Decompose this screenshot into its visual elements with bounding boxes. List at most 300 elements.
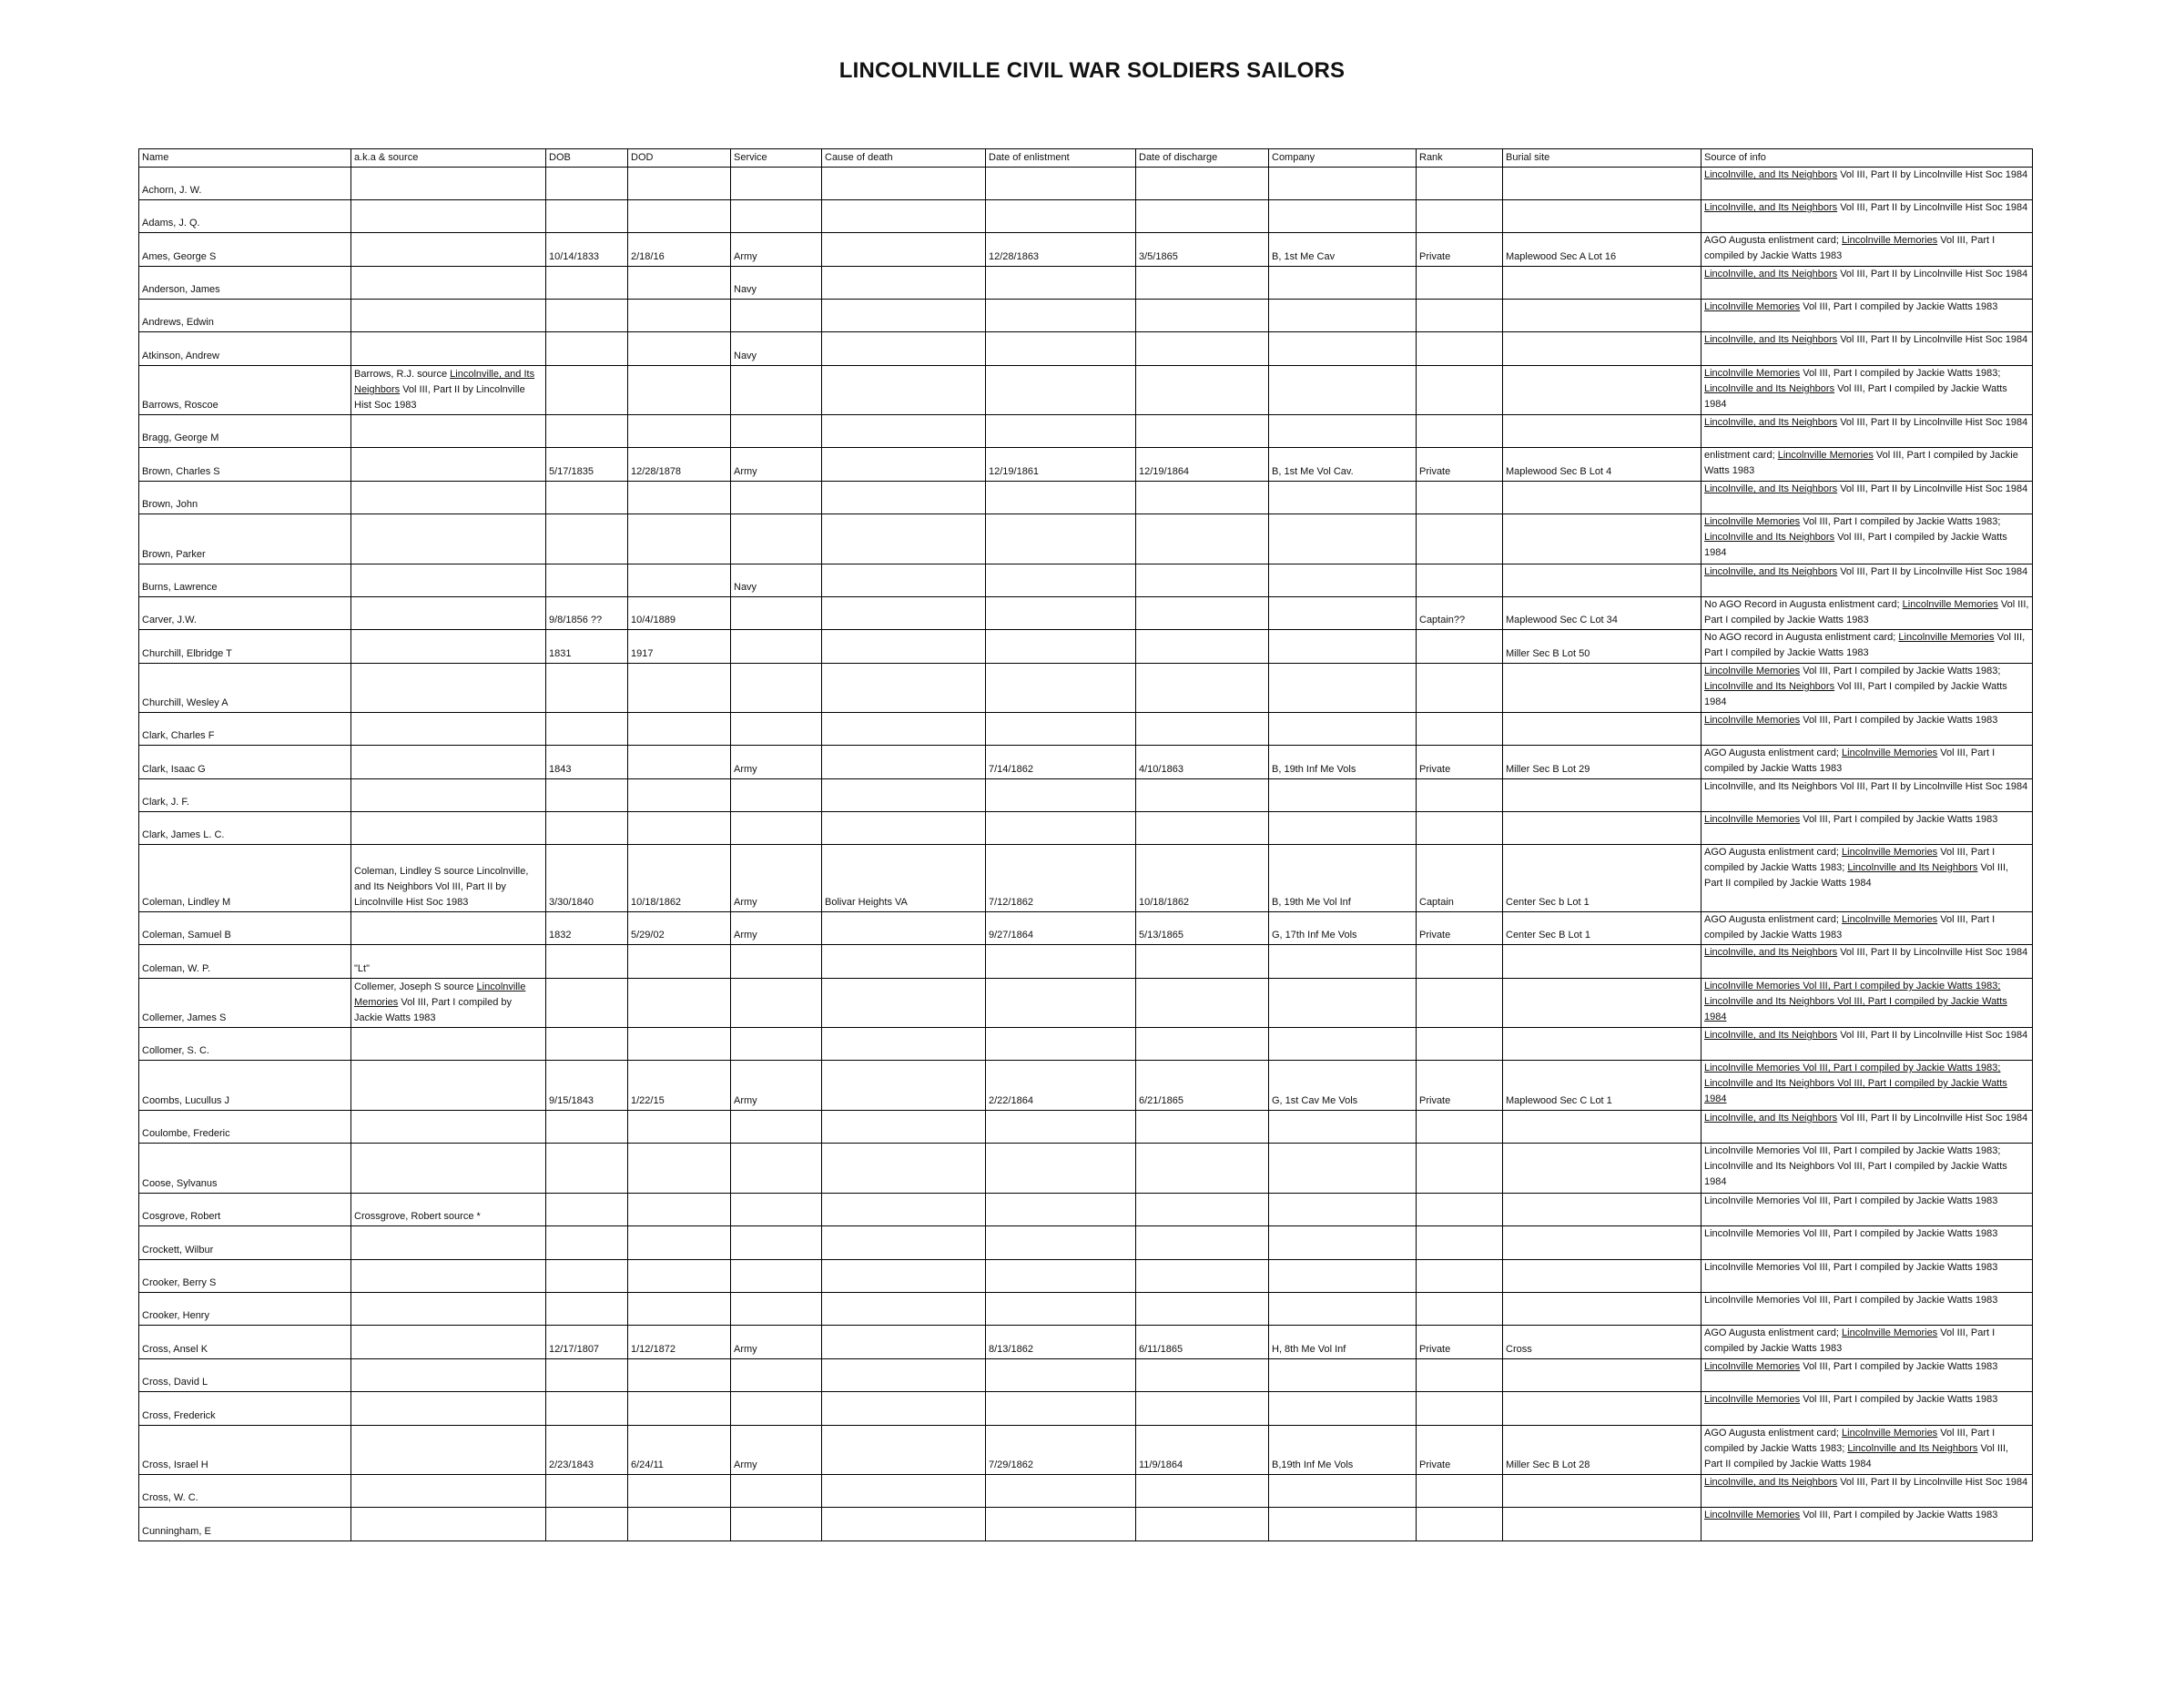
cause-of-death-cell (822, 1326, 986, 1359)
rank-cell (1417, 482, 1503, 514)
name-cell: Crockett, Wilbur (139, 1226, 351, 1260)
source-title: Lincolnville Memories (1902, 599, 1998, 610)
dob-cell (546, 945, 628, 979)
cause-of-death-cell (822, 1144, 986, 1194)
service-cell (731, 1111, 822, 1144)
discharge-date-cell (1136, 168, 1269, 200)
burial-site-cell (1503, 514, 1701, 564)
discharge-date-cell (1136, 366, 1269, 415)
cause-of-death-cell (822, 713, 986, 746)
source-title: Lincolnville Memories (1704, 301, 1801, 312)
source-cell (1701, 1475, 2033, 1508)
name-cell: Burns, Lawrence (139, 564, 351, 597)
rank-cell (1417, 664, 1503, 713)
cause-of-death-cell (822, 979, 986, 1028)
table-row (139, 1293, 2033, 1326)
discharge-date-cell (1136, 300, 1269, 332)
dod-cell (628, 1475, 731, 1508)
aka-cell (351, 912, 546, 945)
source-text: Collemer, Joseph S source (354, 981, 477, 992)
source-title: Lincolnville Memories (1898, 632, 1995, 643)
service-cell: Army (731, 912, 822, 945)
rank-cell (1417, 779, 1503, 812)
company-cell (1269, 1144, 1417, 1194)
cause-of-death-cell (822, 1028, 986, 1061)
discharge-date-cell (1136, 1260, 1269, 1293)
header-cell: Cause of death (822, 149, 986, 168)
source-text: Vol III, Part II compiled by Jackie Watts 1984 (1704, 862, 2009, 889)
table-row (139, 366, 2033, 415)
rank-cell: Private (1417, 1326, 1503, 1359)
header-cell: Date of discharge (1136, 149, 1269, 168)
source-text: Vol III, Part I compiled by Jackie Watts 1983 (1704, 450, 2018, 476)
source-title: Lincolnville Memories (1704, 666, 1801, 676)
source-text: Vol III, Part II by Lincolnville Hist Soc 1983 (354, 384, 525, 411)
company-cell (1269, 1359, 1417, 1392)
dob-cell: 12/17/1807 (546, 1326, 628, 1359)
aka-cell (351, 514, 546, 564)
discharge-date-cell (1136, 1359, 1269, 1392)
dod-cell (628, 300, 731, 332)
service-cell (731, 945, 822, 979)
rank-cell (1417, 514, 1503, 564)
table-row (139, 597, 2033, 630)
company-cell (1269, 630, 1417, 664)
company-cell: B, 19th Me Vol Inf (1269, 845, 1417, 912)
cause-of-death-cell (822, 1426, 986, 1475)
cause-of-death-cell (822, 1359, 986, 1392)
source-text: Vol III, Part I compiled by Jackie Watts 1983; (1800, 516, 2001, 527)
source-text: Vol III, Part I compiled by Jackie Watts 1983 (1800, 301, 1998, 312)
discharge-date-cell (1136, 332, 1269, 366)
aka-cell (351, 845, 546, 912)
dod-cell (628, 1111, 731, 1144)
company-cell (1269, 979, 1417, 1028)
name-cell: Adams, J. Q. (139, 200, 351, 233)
discharge-date-cell (1136, 1194, 1269, 1226)
burial-site-cell: Miller Sec B Lot 29 (1503, 746, 1701, 779)
name-cell: Brown, John (139, 482, 351, 514)
cause-of-death-cell (822, 664, 986, 713)
header-cell: DOB (546, 149, 628, 168)
source-text: Lincolnville Memories Vol III, Part I compiled by Jackie Watts 1983 (1704, 1195, 1998, 1206)
burial-site-cell (1503, 664, 1701, 713)
burial-site-cell: Maplewood Sec C Lot 1 (1503, 1061, 1701, 1111)
source-title: Lincolnville, and Its Neighbors (1704, 169, 1838, 180)
dob-cell (546, 366, 628, 415)
dob-cell (546, 514, 628, 564)
rank-cell (1417, 267, 1503, 300)
source-cell (1701, 1426, 2033, 1475)
service-cell: Army (731, 1061, 822, 1111)
source-title: Lincolnville Memories (1842, 1327, 1938, 1338)
rank-cell (1417, 945, 1503, 979)
discharge-date-cell (1136, 1475, 1269, 1508)
rank-cell (1417, 1226, 1503, 1260)
discharge-date-cell: 6/21/1865 (1136, 1061, 1269, 1111)
rank-cell (1417, 812, 1503, 845)
source-text: Vol III, Part II compiled by Jackie Watts 1984 (1704, 1443, 2009, 1469)
cause-of-death-cell (822, 630, 986, 664)
source-title: Lincolnville, and Its Neighbors (1704, 1477, 1838, 1488)
source-title: Lincolnville Memories Vol III, Part I compiled by Jackie Watts 1983; Lincolnville and Its Neighbors Vol III, Part I compiled by Jackie Watts 1984 (1704, 981, 2007, 1022)
service-cell (731, 1028, 822, 1061)
source-text: Vol III, Part I compiled by Jackie Watts 1984 (1704, 532, 2007, 558)
burial-site-cell (1503, 1111, 1701, 1144)
rank-cell: Private (1417, 746, 1503, 779)
cause-of-death-cell (822, 1293, 986, 1326)
table-row (139, 332, 2033, 366)
aka-cell (351, 713, 546, 746)
source-title: Lincolnville Memories (354, 981, 526, 1008)
enlistment-date-cell (986, 630, 1136, 664)
discharge-date-cell (1136, 1508, 1269, 1541)
dob-cell: 5/17/1835 (546, 448, 628, 482)
rank-cell (1417, 1111, 1503, 1144)
source-text: Lincolnville Memories Vol III, Part I compiled by Jackie Watts 1983 (1704, 1262, 1998, 1273)
burial-site-cell (1503, 332, 1701, 366)
service-cell (731, 300, 822, 332)
name-cell: Collomer, S. C. (139, 1028, 351, 1061)
table-row (139, 200, 2033, 233)
dob-cell (546, 1260, 628, 1293)
rank-cell (1417, 1392, 1503, 1426)
discharge-date-cell (1136, 1111, 1269, 1144)
discharge-date-cell (1136, 1028, 1269, 1061)
burial-site-cell (1503, 415, 1701, 448)
enlistment-date-cell (986, 1293, 1136, 1326)
burial-site-cell (1503, 1028, 1701, 1061)
dob-cell (546, 482, 628, 514)
name-cell: Clark, Charles F (139, 713, 351, 746)
dod-cell: 5/29/02 (628, 912, 731, 945)
source-text: Lincolnville, and Its Neighbors Vol III, Part II by Lincolnville Hist Soc 1984 (1704, 781, 2028, 792)
name-cell: Coose, Sylvanus (139, 1144, 351, 1194)
burial-site-cell (1503, 1475, 1701, 1508)
discharge-date-cell (1136, 945, 1269, 979)
source-title: Lincolnville, and Its Neighbors (1704, 566, 1838, 577)
service-cell: Navy (731, 564, 822, 597)
dob-cell: 1843 (546, 746, 628, 779)
source-text: Vol III, Part II by Lincolnville Hist Soc 1984 (1837, 1477, 2028, 1488)
enlistment-date-cell: 9/27/1864 (986, 912, 1136, 945)
discharge-date-cell (1136, 1226, 1269, 1260)
table-row (139, 1194, 2033, 1226)
service-cell (731, 979, 822, 1028)
name-cell: Coulombe, Frederic (139, 1111, 351, 1144)
company-cell (1269, 664, 1417, 713)
rank-cell (1417, 200, 1503, 233)
source-cell (1701, 1028, 2033, 1061)
aka-cell (351, 1028, 546, 1061)
aka-cell (351, 300, 546, 332)
name-cell: Cosgrove, Robert (139, 1194, 351, 1226)
company-cell (1269, 267, 1417, 300)
source-title: Lincolnville Memories (1842, 914, 1938, 925)
header-cell: Source of info (1701, 149, 2033, 168)
service-cell (731, 1144, 822, 1194)
source-title: Lincolnville Memories (1704, 1361, 1801, 1372)
enlistment-date-cell: 8/13/1862 (986, 1326, 1136, 1359)
table-row (139, 1475, 2033, 1508)
burial-site-cell (1503, 366, 1701, 415)
enlistment-date-cell (986, 1359, 1136, 1392)
dod-cell (628, 1028, 731, 1061)
table-row (139, 1111, 2033, 1144)
dob-cell (546, 267, 628, 300)
company-cell (1269, 482, 1417, 514)
source-cell (1701, 1293, 2033, 1326)
aka-cell (351, 1426, 546, 1475)
dod-cell (628, 812, 731, 845)
dod-cell (628, 713, 731, 746)
header-cell: Burial site (1503, 149, 1701, 168)
aka-cell (351, 200, 546, 233)
name-cell: Crooker, Berry S (139, 1260, 351, 1293)
burial-site-cell: Cross (1503, 1326, 1701, 1359)
burial-site-cell (1503, 168, 1701, 200)
cause-of-death-cell (822, 168, 986, 200)
dod-cell (628, 267, 731, 300)
enlistment-date-cell (986, 168, 1136, 200)
source-text: enlistment card; (1704, 450, 1778, 461)
source-cell (1701, 597, 2033, 630)
name-cell: Collemer, James S (139, 979, 351, 1028)
aka-cell: "Lt" (351, 945, 546, 979)
table-row (139, 845, 2033, 912)
dob-cell (546, 564, 628, 597)
source-title: Lincolnville Memories (1704, 1394, 1801, 1405)
enlistment-date-cell (986, 415, 1136, 448)
enlistment-date-cell (986, 200, 1136, 233)
company-cell: B, 1st Me Cav (1269, 233, 1417, 267)
service-cell (731, 1194, 822, 1226)
service-cell (731, 1475, 822, 1508)
dod-cell (628, 1392, 731, 1426)
dob-cell (546, 415, 628, 448)
company-cell: H, 8th Me Vol Inf (1269, 1326, 1417, 1359)
service-cell (731, 713, 822, 746)
table-row (139, 300, 2033, 332)
name-cell: Barrows, Roscoe (139, 366, 351, 415)
service-cell: Navy (731, 332, 822, 366)
header-cell: Rank (1417, 149, 1503, 168)
aka-cell (351, 564, 546, 597)
source-cell (1701, 1508, 2033, 1541)
discharge-date-cell: 12/19/1864 (1136, 448, 1269, 482)
rank-cell (1417, 564, 1503, 597)
service-cell: Army (731, 233, 822, 267)
rank-cell: Private (1417, 448, 1503, 482)
discharge-date-cell (1136, 200, 1269, 233)
burial-site-cell: Maplewood Sec C Lot 34 (1503, 597, 1701, 630)
dob-cell (546, 713, 628, 746)
header-row (139, 149, 2033, 168)
burial-site-cell (1503, 1359, 1701, 1392)
discharge-date-cell (1136, 514, 1269, 564)
cause-of-death-cell (822, 233, 986, 267)
source-text: Vol III, Part I compiled by Jackie Watts 1983 (354, 997, 513, 1023)
enlistment-date-cell (986, 482, 1136, 514)
dod-cell (628, 514, 731, 564)
table-row (139, 482, 2033, 514)
dob-cell (546, 1226, 628, 1260)
source-cell (1701, 564, 2033, 597)
dob-cell: 9/8/1856 ?? (546, 597, 628, 630)
dob-cell (546, 1028, 628, 1061)
cause-of-death-cell (822, 746, 986, 779)
source-cell (1701, 366, 2033, 415)
service-cell (731, 366, 822, 415)
source-text: Vol III, Part II by Lincolnville Hist Soc 1984 (1837, 417, 2028, 428)
name-cell: Churchill, Wesley A (139, 664, 351, 713)
enlistment-date-cell (986, 1144, 1136, 1194)
source-text: Vol III, Part II by Lincolnville Hist Soc 1984 (1837, 1030, 2028, 1041)
service-cell (731, 1293, 822, 1326)
cause-of-death-cell (822, 1475, 986, 1508)
discharge-date-cell (1136, 1392, 1269, 1426)
header-cell: DOD (628, 149, 731, 168)
name-cell: Bragg, George M (139, 415, 351, 448)
service-cell (731, 597, 822, 630)
service-cell: Navy (731, 267, 822, 300)
name-cell: Clark, James L. C. (139, 812, 351, 845)
source-text: Vol III, Part II by Lincolnville Hist Soc 1984 (1837, 1113, 2028, 1124)
service-cell: Army (731, 845, 822, 912)
aka-cell (351, 1111, 546, 1144)
source-text: AGO Augusta enlistment card; (1704, 1428, 1843, 1439)
dod-cell (628, 415, 731, 448)
service-cell: Army (731, 1426, 822, 1475)
dob-cell (546, 1144, 628, 1194)
enlistment-date-cell (986, 812, 1136, 845)
aka-cell (351, 746, 546, 779)
source-cell (1701, 1194, 2033, 1226)
table-row (139, 979, 2033, 1028)
burial-site-cell (1503, 482, 1701, 514)
discharge-date-cell (1136, 564, 1269, 597)
source-text: Vol III, Part II by Lincolnville Hist Soc 1984 (1837, 269, 2028, 280)
source-title: Lincolnville, and Its Neighbors (1704, 202, 1838, 213)
company-cell (1269, 1508, 1417, 1541)
dod-cell (628, 1226, 731, 1260)
name-cell: Anderson, James (139, 267, 351, 300)
source-text: Vol III, Part I compiled by Jackie Watts 1983 (1704, 1327, 1996, 1354)
burial-site-cell: Miller Sec B Lot 50 (1503, 630, 1701, 664)
source-title: Lincolnville, and Its Neighbors (1704, 417, 1838, 428)
service-cell: Army (731, 746, 822, 779)
discharge-date-cell (1136, 630, 1269, 664)
burial-site-cell (1503, 979, 1701, 1028)
source-text: Vol III, Part I compiled by Jackie Watts 1983 (1704, 235, 1996, 261)
cause-of-death-cell (822, 945, 986, 979)
enlistment-date-cell (986, 779, 1136, 812)
source-text: AGO Augusta enlistment card; (1704, 235, 1843, 246)
discharge-date-cell (1136, 812, 1269, 845)
source-cell (1701, 200, 2033, 233)
table-row (139, 1226, 2033, 1260)
aka-cell (351, 630, 546, 664)
enlistment-date-cell (986, 1028, 1136, 1061)
header-cell: Name (139, 149, 351, 168)
company-cell (1269, 514, 1417, 564)
enlistment-date-cell (986, 664, 1136, 713)
dod-cell: 1/22/15 (628, 1061, 731, 1111)
source-text: AGO Augusta enlistment card; (1704, 1327, 1843, 1338)
rank-cell (1417, 1028, 1503, 1061)
burial-site-cell (1503, 812, 1701, 845)
table-row (139, 564, 2033, 597)
company-cell: G, 1st Cav Me Vols (1269, 1061, 1417, 1111)
aka-cell (351, 1475, 546, 1508)
table-row (139, 1144, 2033, 1194)
company-cell (1269, 945, 1417, 979)
rank-cell: Private (1417, 233, 1503, 267)
discharge-date-cell (1136, 779, 1269, 812)
dob-cell (546, 979, 628, 1028)
source-text: Vol III, Part I compiled by Jackie Watts 1984 (1704, 383, 2007, 410)
source-text: Vol III, Part I compiled by Jackie Watts 1984 (1704, 681, 2007, 707)
aka-cell (351, 1061, 546, 1111)
source-cell (1701, 746, 2033, 779)
company-cell (1269, 200, 1417, 233)
enlistment-date-cell (986, 366, 1136, 415)
source-text: No AGO record in Augusta enlistment card; (1704, 632, 1899, 643)
source-title: Lincolnville Memories (1777, 450, 1874, 461)
rank-cell: Captain?? (1417, 597, 1503, 630)
cause-of-death-cell (822, 779, 986, 812)
source-cell (1701, 664, 2033, 713)
dob-cell (546, 1194, 628, 1226)
discharge-date-cell: 3/5/1865 (1136, 233, 1269, 267)
dob-cell: 2/23/1843 (546, 1426, 628, 1475)
dod-cell (628, 366, 731, 415)
dob-cell (546, 168, 628, 200)
enlistment-date-cell: 7/29/1862 (986, 1426, 1136, 1475)
source-title: Lincolnville, and Its Neighbors (1704, 947, 1838, 958)
source-title: Lincolnville Memories (1842, 1428, 1938, 1439)
source-text: Lincolnville Memories Vol III, Part I compiled by Jackie Watts 1983; Lincolnville and Its Neighbors Vol III, Part I compiled by Jackie Watts 1984 (1704, 1145, 2007, 1187)
source-title: Lincolnville, and Its Neighbors (1704, 269, 1838, 280)
service-cell (731, 779, 822, 812)
cause-of-death-cell (822, 1508, 986, 1541)
company-cell (1269, 597, 1417, 630)
enlistment-date-cell (986, 332, 1136, 366)
company-cell (1269, 1475, 1417, 1508)
source-cell (1701, 332, 2033, 366)
dod-cell: 10/4/1889 (628, 597, 731, 630)
company-cell (1269, 1194, 1417, 1226)
name-cell: Cross, Ansel K (139, 1326, 351, 1359)
dob-cell (546, 1475, 628, 1508)
rank-cell (1417, 1359, 1503, 1392)
company-cell (1269, 779, 1417, 812)
source-text: Vol III, Part I compiled by Jackie Watts 1983 (1704, 914, 1996, 941)
source-title: Lincolnville Memories (1842, 235, 1938, 246)
rank-cell (1417, 1144, 1503, 1194)
rank-cell (1417, 168, 1503, 200)
source-cell (1701, 1326, 2033, 1359)
source-cell (1701, 168, 2033, 200)
rank-cell (1417, 630, 1503, 664)
burial-site-cell (1503, 1293, 1701, 1326)
discharge-date-cell (1136, 1293, 1269, 1326)
source-text: Vol III, Part I compiled by Jackie Watts 1983 (1704, 599, 2029, 625)
table-row (139, 812, 2033, 845)
table-row (139, 1392, 2033, 1426)
company-cell: B,19th Inf Me Vols (1269, 1426, 1417, 1475)
aka-cell (351, 1392, 546, 1426)
